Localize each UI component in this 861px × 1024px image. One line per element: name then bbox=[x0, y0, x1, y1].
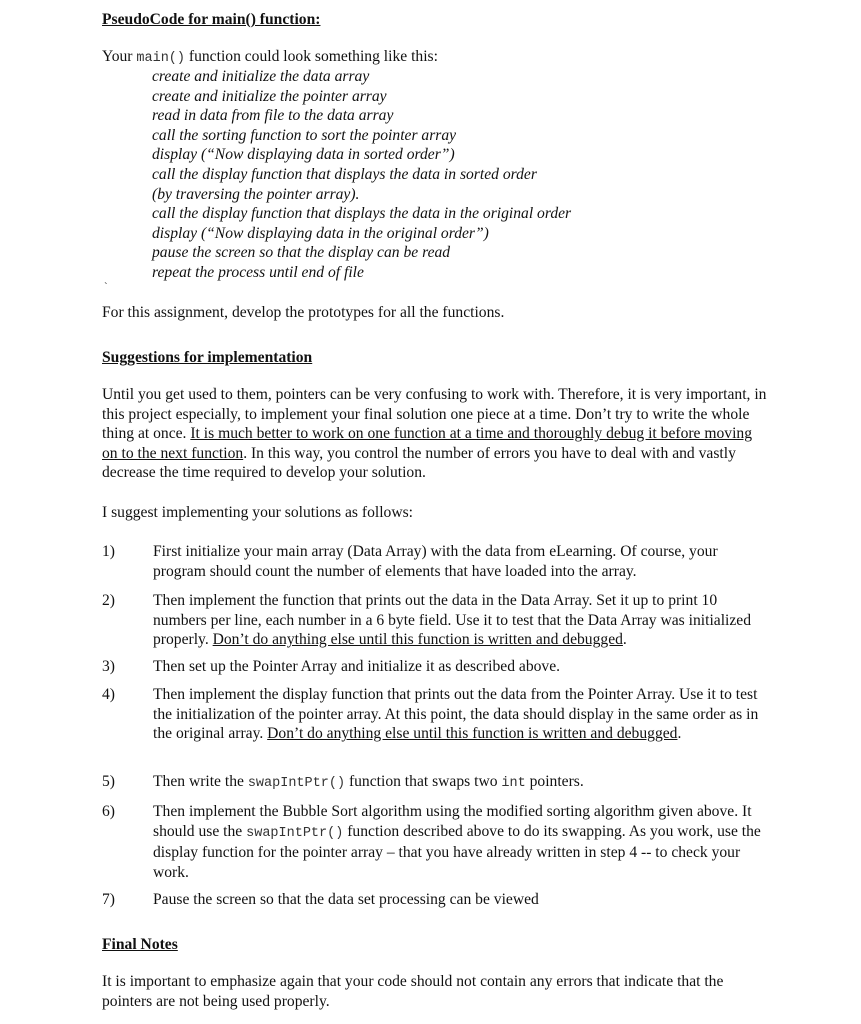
step-text: First initialize your main array (Data Array) with the data from eLearning. Of course, your program should count the number of elements that have loaded into the array. bbox=[153, 543, 718, 580]
suggestions-emphasis: It is much better to work on one function at a time and thoroughly debug it before moving on to the next function bbox=[102, 425, 753, 462]
pseudocode-line: (by traversing the pointer array). bbox=[152, 185, 360, 203]
pseudocode-line: create and initialize the data array bbox=[152, 68, 370, 85]
pseudocode-line: create and initialize the pointer array bbox=[152, 87, 387, 105]
stray-mark: ` bbox=[104, 281, 108, 293]
pseudocode-heading: PseudoCode for main() function: bbox=[102, 11, 321, 28]
pseudocode-line: pause the screen so that the display can be read bbox=[152, 244, 451, 262]
step-text: Pause the screen so that the data set processing can be viewed bbox=[153, 891, 539, 908]
step-number: 1) bbox=[102, 543, 115, 560]
step-text: Then implement the function that prints out the data in the Data Array. Set it up to print 10 numbers per line, each number in a 6 byte field. Use it to test that the Data Array was initialized properly. Don’t do anything else until this function is written and debugged. bbox=[153, 592, 752, 649]
pseudocode-line: call the display function that displays the data in sorted order bbox=[152, 165, 537, 183]
step-number: 2) bbox=[102, 592, 115, 609]
step-number: 7) bbox=[102, 891, 115, 908]
step-number: 4) bbox=[102, 686, 115, 703]
pseudocode-line: call the display function that displays the data in the original order bbox=[152, 205, 572, 223]
suggestions-paragraph: Until you get used to them, pointers can be very confusing to work with. Therefore, it is very important, in this project especially, to implement your final solution one piece at a time. Don’t try to write the whole thing at once. It is much better to work on one function at a time and thoroughly debug it before moving on to the next function. In this way, you control the number of errors you have to deal with and vastly decrease the time required to develop your solution. bbox=[102, 386, 767, 482]
pseudocode-line: read in data from file to the data array bbox=[152, 107, 394, 125]
main-code: main() bbox=[136, 51, 185, 66]
step-text: Then set up the Pointer Array and initialize it as described above. bbox=[153, 658, 561, 675]
step-emphasis: Don’t do anything else until this function is written and debugged bbox=[267, 725, 678, 743]
swap-function-code: swapIntPtr() bbox=[247, 776, 346, 791]
pseudocode-line: repeat the process until end of file bbox=[152, 263, 364, 281]
step-number: 6) bbox=[102, 803, 115, 820]
step-emphasis: Don’t do anything else until this function is written and debugged bbox=[212, 631, 623, 649]
step-text: Then implement the display function that prints out the data from the Pointer Array. Use it to test the initialization of the pointer array. At this point, the data should display in the same order as in the original array. Don’t do anything else until this function is written and debugged. bbox=[153, 686, 759, 743]
step-text: Then write the swapIntPtr() function that swaps two int pointers. bbox=[153, 773, 584, 791]
int-code: int bbox=[501, 776, 526, 791]
swap-function-code: swapIntPtr() bbox=[246, 825, 344, 841]
pseudocode-line: call the sorting function to sort the pointer array bbox=[152, 126, 457, 144]
pseudocode-line: display (“Now displaying data in sorted order”) bbox=[152, 146, 455, 164]
final-notes-text: It is important to emphasize again that your code should not contain any errors that indicate that the pointers are not being used properly. bbox=[102, 973, 724, 1010]
step-number: 5) bbox=[102, 773, 115, 790]
step-text: Then implement the Bubble Sort algorithm using the modified sorting algorithm given above. It should use the swapIntPtr() function described above to do its swapping. As you work, use the display function for the pointer array – that you have already written in step 4 -- to check your work. bbox=[153, 803, 761, 881]
assignment-note: For this assignment, develop the prototypes for all the functions. bbox=[102, 304, 505, 321]
suggest-intro: I suggest implementing your solutions as follows: bbox=[102, 504, 413, 521]
pseudocode-block bbox=[152, 67, 571, 283]
pseudocode-line: display (“Now displaying data in the original order”) bbox=[152, 224, 489, 242]
step-number: 3) bbox=[102, 658, 115, 675]
final-notes-heading: Final Notes bbox=[102, 936, 178, 953]
pseudocode-intro: Your main() function could look something like this: bbox=[102, 48, 438, 66]
suggestions-heading: Suggestions for implementation bbox=[102, 349, 313, 366]
